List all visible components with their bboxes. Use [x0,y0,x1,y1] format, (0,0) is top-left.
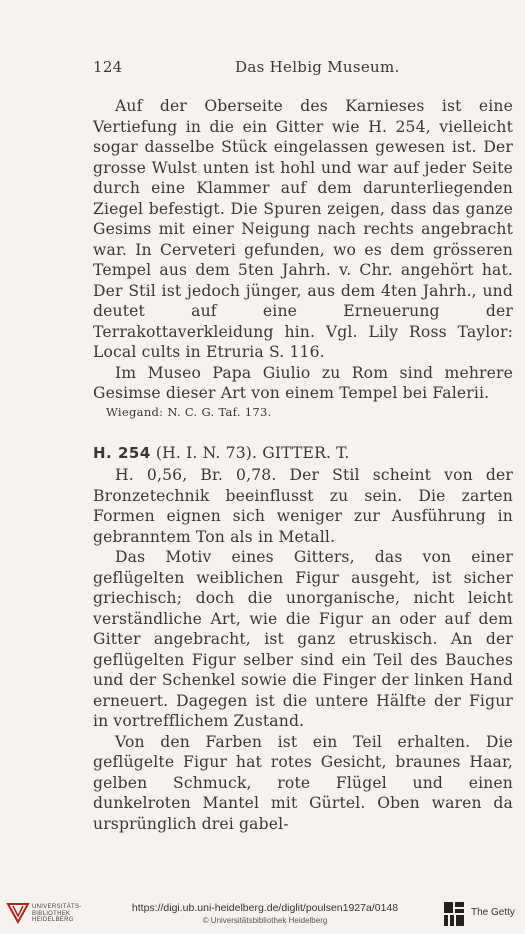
citation: Wiegand: N. C. G. Taf. 173. [106,404,272,419]
copyright-notice: © Universitätsbibliothek Heidelberg [202,916,328,925]
body-paragraph: Auf der Oberseite des Karnieses ist eine Vertiefung in die ein Gitter wie H. 254, vielleicht sogar dasselbe Stück eingelassen gewesen ist. Der grosse Wulst unten ist hohl und war auf jeder Seite durch eine Klammer auf dem darunterliegenden Ziegel befestigt. Die Spuren zeigen, dass das ganze Gesims mit einer Neigung nach rechts angebracht war. In Cerveteri gefunden, wo es dem grösseren Tempel aus dem 5ten Jahrh. v. Chr. angehört hat. Der Stil ist jedoch jünger, aus dem 4ten Jahrh., und deutet auf eine Erneuerung der Terrakottaverkleidung hin. Vgl. Lily Ross Taylor: Local cults in Etruria S. 116. [93,97,513,361]
partner-name: The Getty [471,907,515,918]
citation-url-block [110,902,420,925]
catalog-entry-heading [93,443,513,464]
catalog-entry-number: H. 254 [93,443,151,462]
page-header [93,58,513,78]
body-paragraph: Im Museo Papa Giulio zu Rom sind mehrere Gesimse dieser Art von einem Tempel bei Falerii. [93,363,513,402]
running-head: Das Helbig Museum. [235,58,400,76]
library-seal-icon [6,902,30,924]
page-body [93,96,513,834]
getty-logo-icon [443,901,465,927]
digitization-footer [0,898,525,934]
body-paragraph: Von den Farben ist ein Teil erhalten. Die geflügelte Figur hat rotes Gesicht, braunes Haar, gelben Schmuck, rote Flügel und einen dunkelroten Mantel mit Gürtel. Oben waren da ursprünglich drei gabel- [93,732,513,833]
catalog-entry-title: (H. I. N. 73). GITTER. T. [150,443,350,462]
page-number: 124 [93,58,123,76]
body-paragraph: Das Motiv eines Gitters, das von einer geflügelten weiblichen Figur ausgeht, ist sicher griechisch; doch die unorganische, nicht leicht verständliche Art, wie die Figur an oder auf dem Gitter angebracht, ist ganz etruskisch. An der geflügelten Figur selber sind ein Teil des Bauches und der Schenkel sowie die Finger der linken Hand erneuert. Dagegen ist die untere Hälfte der Figur in vortrefflichem Zustand. [93,548,513,730]
library-name: UNIVERSITÄTS- BIBLIOTHEK HEIDELBERG [32,904,82,923]
permalink[interactable]: https://digi.ub.uni-heidelberg.de/diglit/poulsen1927a/0148 [131,902,399,914]
body-paragraph: H. 0,56, Br. 0,78. Der Stil scheint von der Bronzetechnik beeinflusst zu sein. Die zarten Formen eignen sich weniger zur Ausführung in gebranntem Ton als in Metall. [93,466,513,546]
